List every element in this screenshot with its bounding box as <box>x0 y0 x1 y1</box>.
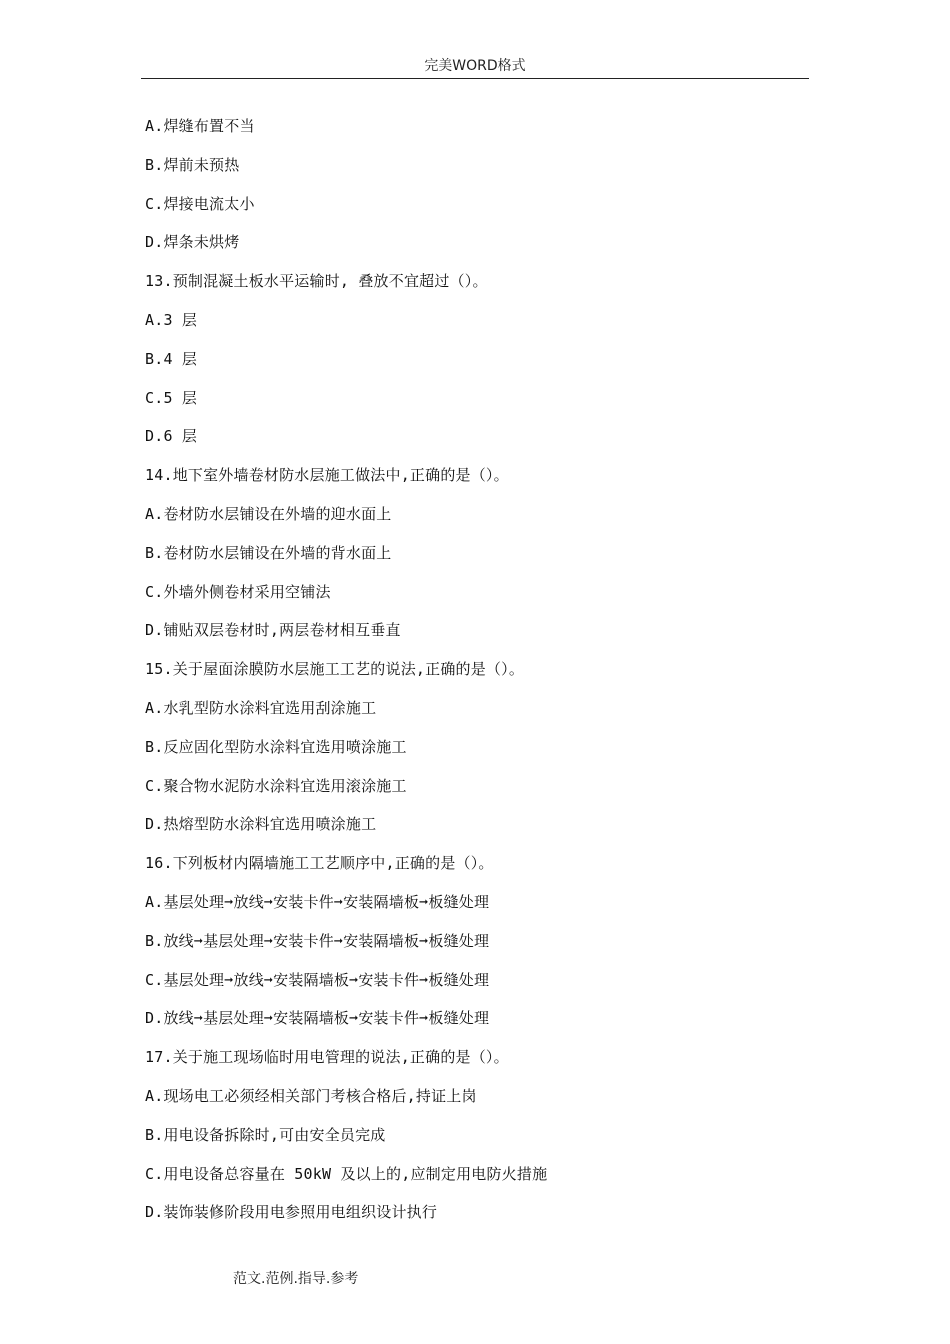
text-line: D.焊条未烘烤 <box>145 233 240 252</box>
question-13: 13.预制混凝土板水平运输时, 叠放不宜超过（）。 <box>145 272 488 291</box>
page-footer <box>233 1268 358 1288</box>
question-16: 16.下列板材内隔墙施工工艺顺序中,正确的是（）。 <box>145 854 494 873</box>
text-line: B.放线➞基层处理➞安装卡件➞安装隔墙板➞板缝处理 <box>145 931 490 950</box>
text-line: C.焊接电流太小 <box>145 194 255 213</box>
question-14: 14.地下室外墙卷材防水层施工做法中,正确的是（）。 <box>145 466 509 485</box>
text-line: D.6 层 <box>145 427 198 446</box>
text-line: B.用电设备拆除时,可由安全员完成 <box>145 1125 386 1144</box>
text-line: A.卷材防水层铺设在外墙的迎水面上 <box>145 504 392 523</box>
text-line: C.外墙外侧卷材采用空铺法 <box>145 582 331 601</box>
text-line: B.焊前未预热 <box>145 155 240 174</box>
text-line: C.用电设备总容量在 50kW 及以上的,应制定用电防火措施 <box>145 1164 548 1183</box>
text-line: D.放线➞基层处理➞安装隔墙板➞安装卡件➞板缝处理 <box>145 1009 490 1028</box>
header-title: 完美WORD格式 <box>424 58 526 74</box>
text-line: A.基层处理➞放线➞安装卡件➞安装隔墙板➞板缝处理 <box>145 892 490 911</box>
text-line: A.水乳型防水涂料宜选用刮涂施工 <box>145 698 377 717</box>
text-line: A.现场电工必须经相关部门考核合格后,持证上岗 <box>145 1086 477 1105</box>
footer-text: 范文.范例.指导.参考 <box>233 1271 359 1287</box>
text-line: A.焊缝布置不当 <box>145 117 255 135</box>
question-17: 17.关于施工现场临时用电管理的说法,正确的是（）。 <box>145 1048 509 1067</box>
text-line: C.基层处理➞放线➞安装隔墙板➞安装卡件➞板缝处理 <box>145 970 490 989</box>
text-line: B.4 层 <box>145 349 198 368</box>
text-line: A.3 层 <box>145 310 198 329</box>
text-line: D.铺贴双层卷材时,两层卷材相互垂直 <box>145 621 401 640</box>
text-line: B.反应固化型防水涂料宜选用喷涂施工 <box>145 737 407 756</box>
text-line: C.5 层 <box>145 388 198 407</box>
question-15: 15.关于屋面涂膜防水层施工工艺的说法,正确的是（）。 <box>145 660 525 679</box>
text-line: C.聚合物水泥防水涂料宜选用滚涂施工 <box>145 776 407 795</box>
text-line: B.卷材防水层铺设在外墙的背水面上 <box>145 543 392 562</box>
text-line: D.热熔型防水涂料宜选用喷涂施工 <box>145 815 377 834</box>
document-body <box>145 110 825 1235</box>
text-line: D.装饰装修阶段用电参照用电组织设计执行 <box>145 1203 438 1222</box>
page-header <box>141 56 809 79</box>
